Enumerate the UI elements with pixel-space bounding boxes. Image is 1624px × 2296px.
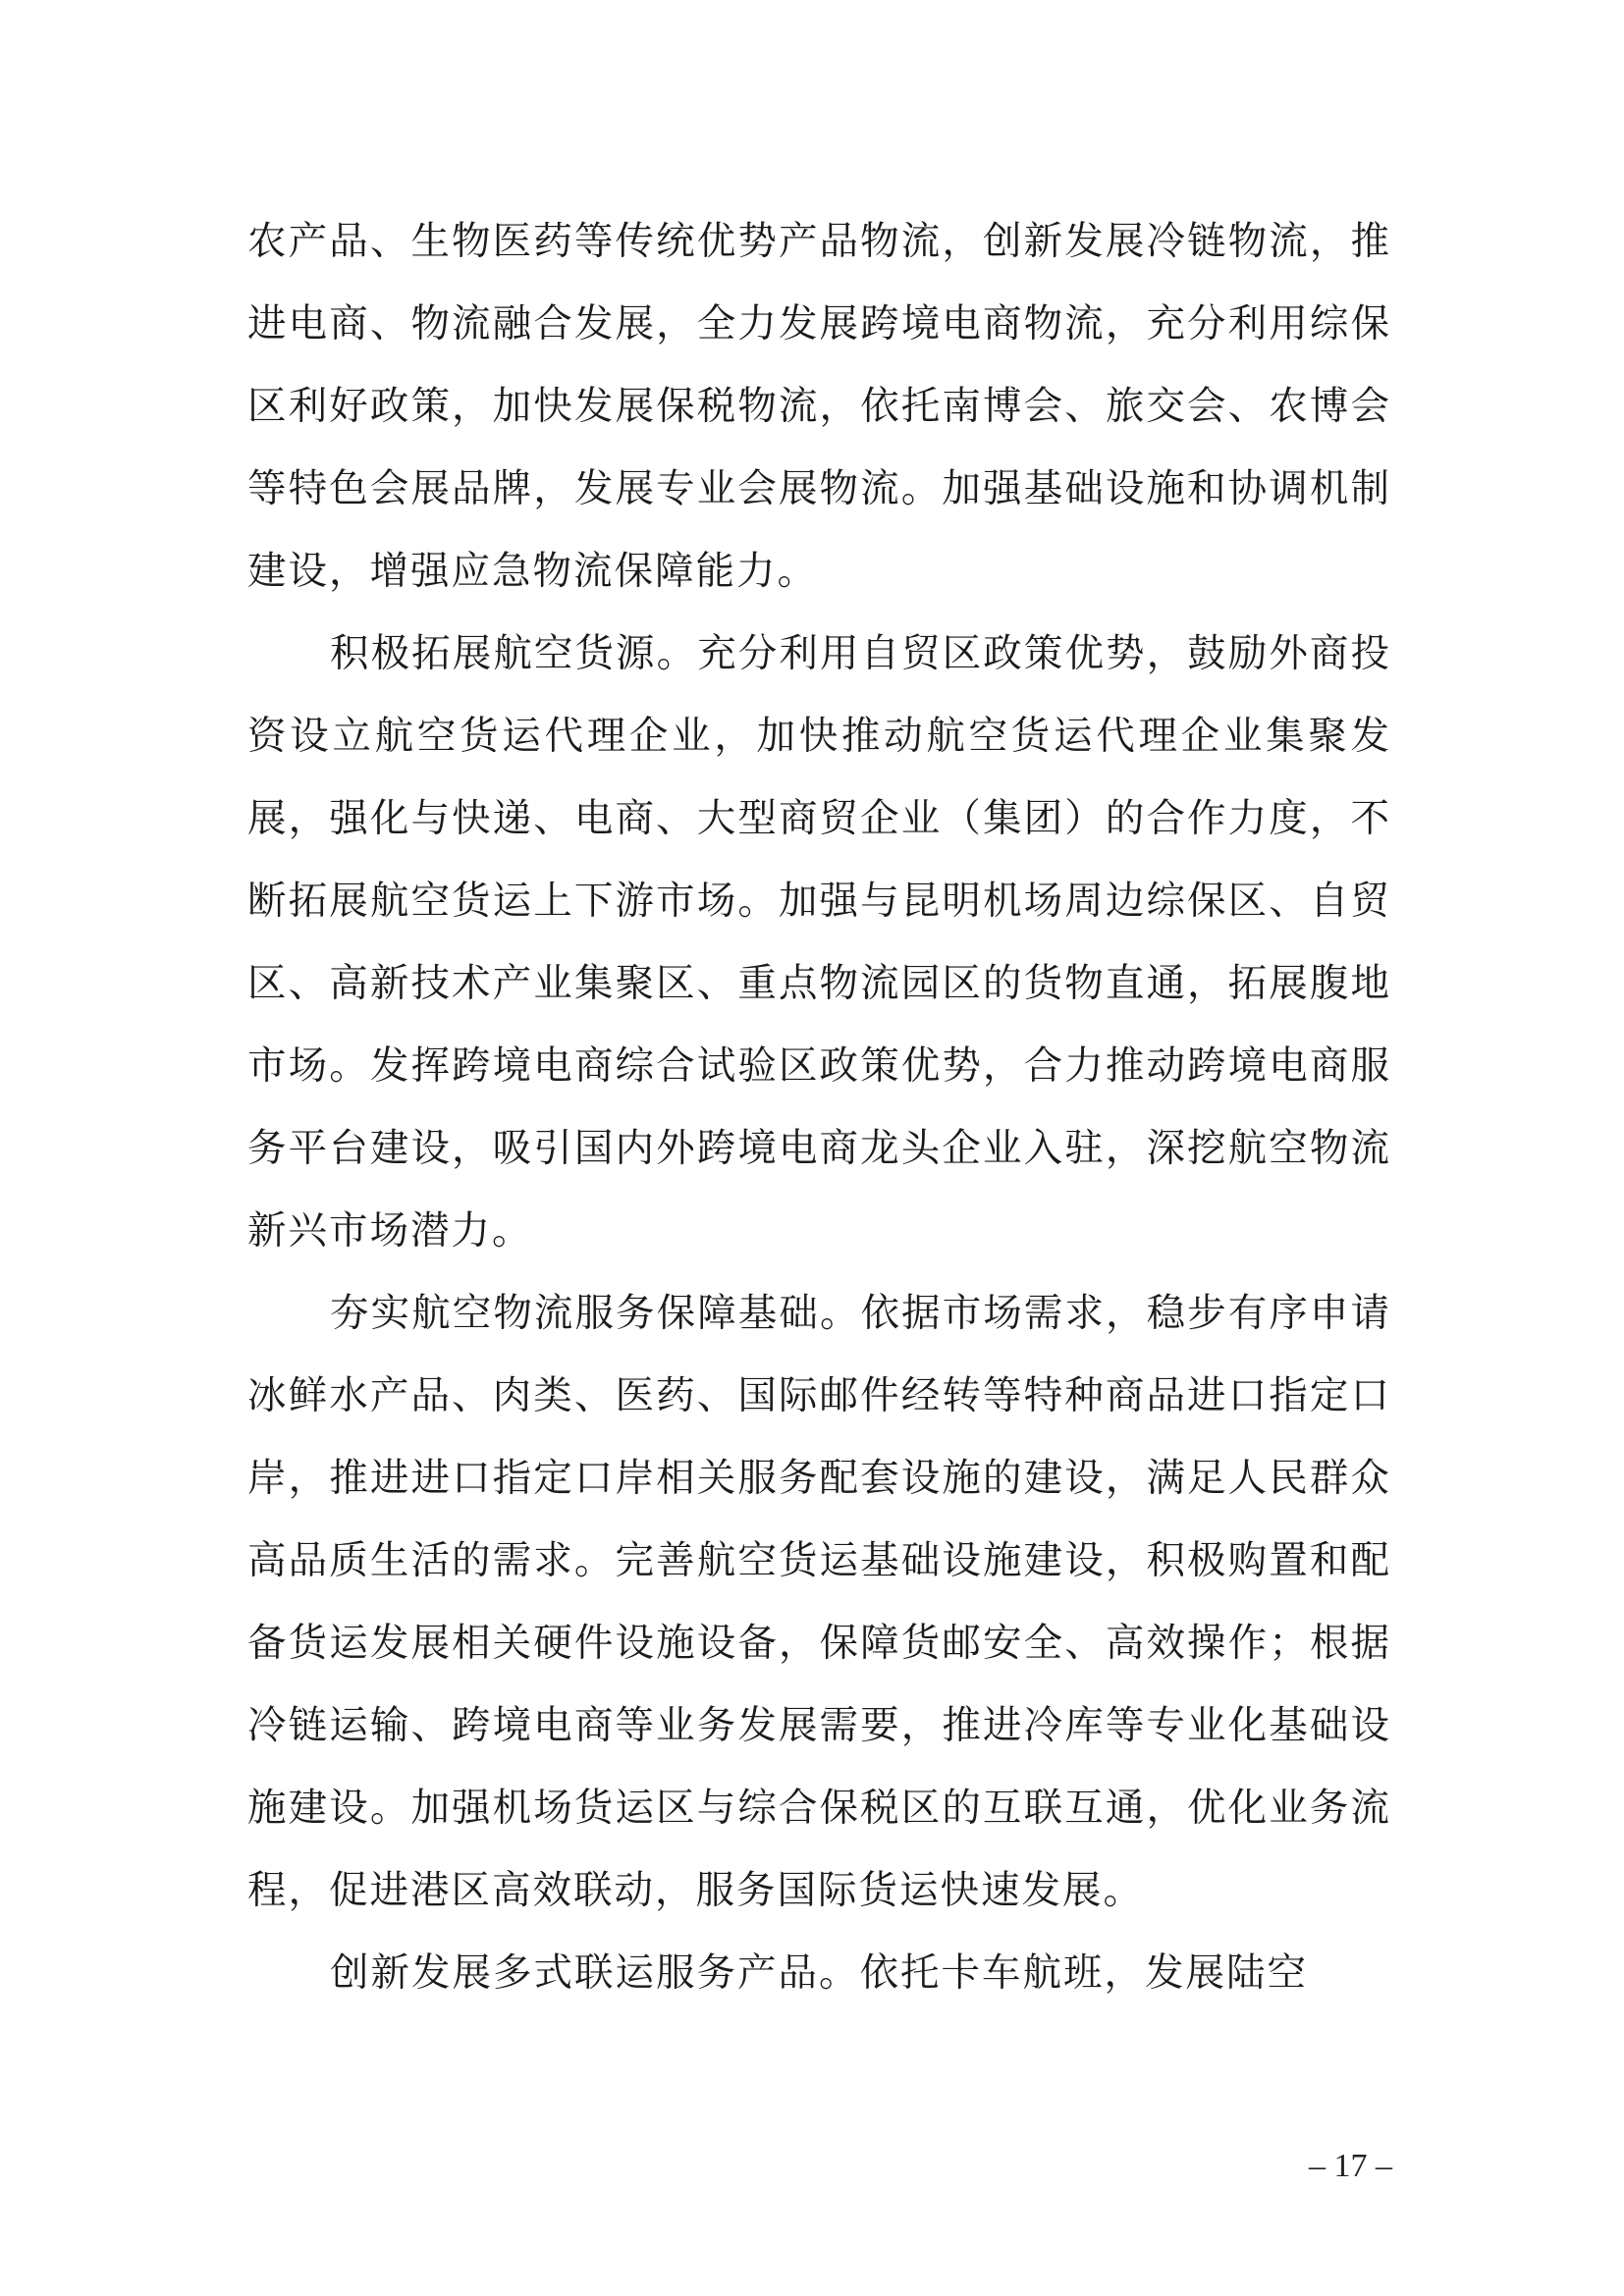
document-body: [247, 200, 1391, 2014]
paragraph-expand-air-cargo-sources: 积极拓展航空货源。充分利用自贸区政策优势，鼓励外商投资设立航空货运代理企业，加快推动航空货运代理企业集聚发展，强化与快递、电商、大型商贸企业（集团）的合作力度，不断拓展航空货运上下游市场。加强与昆明机场周边综保区、自贸区、高新技术产业集聚区、重点物流园区的货物直通，拓展腹地市场。发挥跨境电商综合试验区政策优势，合力推动跨境电商服务平台建设，吸引国内外跨境电商龙头企业入驻，深挖航空物流新兴市场潜力。: [247, 631, 1391, 1254]
paragraph-multimodal-transport: 创新发展多式联运服务产品。依托卡车航班，发展陆空: [330, 1950, 1308, 1996]
page-number: – 17 –: [1309, 2148, 1392, 2184]
paragraph-logistics-development: 农产品、生物医药等传统优势产品物流，创新发展冷链物流，推进电商、物流融合发展，全力发展跨境电商物流，充分利用综保区利好政策，加快发展保税物流，依托南博会、旅交会、农博会等特色会展品牌，发展专业会展物流。加强基础设施和协调机制建设，增强应急物流保障能力。: [247, 219, 1391, 594]
paragraph-air-logistics-foundation: 夯实航空物流服务保障基础。依据市场需求，稳步有序申请冰鲜水产品、肉类、医药、国际邮件经转等特种商品进口指定口岸，推进进口指定口岸相关服务配套设施的建设，满足人民群众高品质生活的需求。完善航空货运基础设施建设，积极购置和配备货运发展相关硬件设施设备，保障货邮安全、高效操作；根据冷链运输、跨境电商等业务发展需要，推进冷库等专业化基础设施建设。加强机场货运区与综合保税区的互联互通，优化业务流程，促进港区高效联动，服务国际货运快速发展。: [247, 1291, 1391, 1913]
